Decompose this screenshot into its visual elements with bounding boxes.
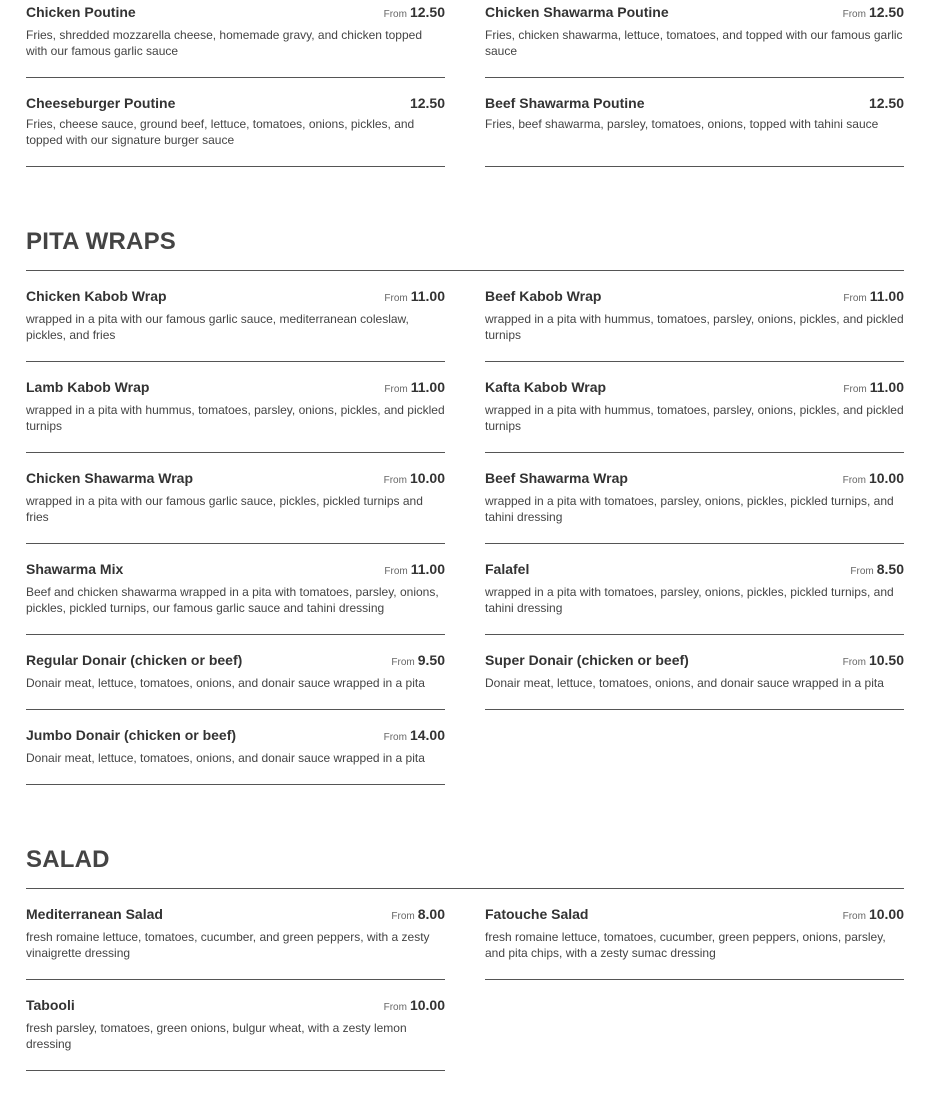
menu-item-name: Kafta Kabob Wrap (485, 379, 607, 395)
menu-item-price: 12.50 (409, 95, 445, 111)
menu-item-name: Chicken Shawarma Wrap (26, 470, 194, 486)
section-title-pita-wraps: PITA WRAPS (26, 228, 904, 271)
price-from-label: From (384, 566, 408, 577)
menu-item-price-group (850, 561, 904, 579)
price-from-label: From (850, 566, 874, 577)
menu-item-price-group (384, 727, 445, 745)
menu-item[interactable] (26, 997, 445, 1071)
menu-item-price-group (843, 288, 904, 306)
price-from-label: From (843, 384, 867, 395)
price-from-label: From (842, 475, 866, 486)
menu-item-header (26, 379, 445, 399)
menu-item-price-group (407, 95, 445, 113)
menu-item[interactable] (26, 470, 445, 544)
menu-item-description: Fries, beef shawarma, parsley, tomatoes, onions, topped with tahini sauce (485, 117, 879, 131)
menu-item[interactable] (485, 470, 904, 544)
menu-item-description: Donair meat, lettuce, tomatoes, onions, and donair sauce wrapped in a pita (485, 676, 884, 690)
price-from-label: From (391, 657, 415, 668)
menu-item-name: Beef Kabob Wrap (485, 288, 602, 304)
menu-item-description: fresh parsley, tomatoes, green onions, bulgur wheat, with a zesty lemon dressing (26, 1021, 407, 1051)
menu-item-price: 10.00 (868, 906, 904, 922)
menu-item-description: wrapped in a pita with tomatoes, parsley, onions, pickles, pickled turnips, and tahini dressing (485, 494, 894, 524)
menu-item-price-group (843, 652, 904, 670)
menu-item-price-group (843, 4, 904, 22)
menu-item-price: 11.00 (869, 288, 904, 304)
price-from-label: From (384, 384, 408, 395)
menu-item-header (26, 561, 445, 581)
menu-item[interactable] (485, 288, 904, 362)
menu-item-price-group (384, 379, 445, 397)
price-from-label: From (383, 9, 407, 20)
menu-item[interactable] (485, 4, 904, 78)
menu-item[interactable] (26, 379, 445, 453)
menu-item-header (26, 727, 445, 747)
menu-item[interactable] (485, 95, 904, 167)
menu-item-header (485, 288, 904, 308)
menu-item-price: 12.50 (409, 4, 445, 20)
menu-item-name: Cheeseburger Poutine (26, 95, 176, 111)
menu-item-price: 12.50 (868, 4, 904, 20)
menu-item[interactable] (485, 652, 904, 710)
price-from-label: From (391, 911, 415, 922)
menu-item-name: Lamb Kabob Wrap (26, 379, 150, 395)
menu-item-description: fresh romaine lettuce, tomatoes, cucumber, and green peppers, with a zesty vinaigrette dressing (26, 930, 430, 960)
menu-item-description: Fries, chicken shawarma, lettuce, tomatoes, and topped with our famous garlic sauce (485, 28, 903, 58)
menu-item-header (26, 906, 445, 926)
menu-item-name: Fatouche Salad (485, 906, 589, 922)
menu-item-name: Jumbo Donair (chicken or beef) (26, 727, 237, 743)
menu-item-description: Donair meat, lettuce, tomatoes, onions, and donair sauce wrapped in a pita (26, 676, 425, 690)
menu-item-header (485, 652, 904, 672)
menu-item-description: Donair meat, lettuce, tomatoes, onions, and donair sauce wrapped in a pita (26, 751, 425, 765)
price-from-label: From (843, 293, 867, 304)
menu-item[interactable] (26, 95, 445, 167)
menu-item-price: 11.00 (869, 379, 904, 395)
menu-item-price: 8.50 (876, 561, 904, 577)
menu-item-price-group (384, 4, 445, 22)
menu-item-name: Chicken Poutine (26, 4, 136, 20)
menu-item-price-group (843, 470, 904, 488)
menu-item-price: 12.50 (868, 95, 904, 111)
menu-item-name: Regular Donair (chicken or beef) (26, 652, 243, 668)
menu-item-name: Beef Shawarma Wrap (485, 470, 628, 486)
menu-item-price: 11.00 (410, 288, 445, 304)
menu-item[interactable] (485, 379, 904, 453)
menu-item-price-group (866, 95, 904, 113)
price-from-label: From (383, 732, 407, 743)
price-from-label: From (842, 657, 866, 668)
menu-item-header (485, 561, 904, 581)
menu-item-header (26, 652, 445, 672)
menu-item-price: 9.50 (417, 652, 445, 668)
menu-item-price: 10.50 (868, 652, 904, 668)
menu-item-name: Mediterranean Salad (26, 906, 163, 922)
menu-item[interactable] (26, 561, 445, 635)
menu-item-header (485, 379, 904, 399)
menu-item-description: wrapped in a pita with our famous garlic sauce, pickles, pickled turnips and fries (26, 494, 423, 524)
menu-item[interactable] (26, 906, 445, 980)
menu-item-price-group (384, 561, 445, 579)
menu-item-price-group (384, 997, 445, 1015)
price-from-label: From (383, 475, 407, 486)
menu-item-header (485, 4, 904, 24)
menu-item-name: Shawarma Mix (26, 561, 124, 577)
menu-item-price: 10.00 (409, 470, 445, 486)
section-title-salad: SALAD (26, 846, 904, 889)
menu-item-description: Beef and chicken shawarma wrapped in a pita with tomatoes, parsley, onions, pickles, pickled turnips, our famous garlic sauce and tahini dressing (26, 585, 439, 615)
menu-item-name: Falafel (485, 561, 530, 577)
menu-item[interactable] (26, 652, 445, 710)
menu-item-price-group (843, 379, 904, 397)
menu-item-name: Chicken Shawarma Poutine (485, 4, 669, 20)
menu-item-price-group (384, 470, 445, 488)
menu-item-header (26, 288, 445, 308)
menu-item[interactable] (485, 906, 904, 980)
price-from-label: From (384, 293, 408, 304)
price-from-label: From (842, 911, 866, 922)
menu-item[interactable] (26, 727, 445, 785)
menu-item-price-group (391, 906, 445, 924)
menu-item-header (485, 906, 904, 926)
menu-item-header (26, 95, 445, 115)
menu-item-price: 10.00 (868, 470, 904, 486)
menu-item-description: wrapped in a pita with hummus, tomatoes, parsley, onions, pickles, and pickled turnips (26, 403, 445, 433)
menu-item-description: fresh romaine lettuce, tomatoes, cucumber, green peppers, onions, parsley, and pita chips, with a zesty sumac dressing (485, 930, 886, 960)
menu-item-header (485, 470, 904, 490)
menu-item-price-group (384, 288, 445, 306)
menu-item-description: wrapped in a pita with our famous garlic sauce, mediterranean coleslaw, pickles, and fries (26, 312, 409, 342)
menu-item-price: 11.00 (410, 561, 445, 577)
menu-item-price-group (843, 906, 904, 924)
price-from-label: From (383, 1002, 407, 1013)
menu-item-price: 11.00 (410, 379, 445, 395)
menu-item-name: Beef Shawarma Poutine (485, 95, 645, 111)
menu-item-description: wrapped in a pita with hummus, tomatoes, parsley, onions, pickles, and pickled turnips (485, 403, 904, 433)
menu-item-price: 8.00 (417, 906, 445, 922)
menu-item-price: 10.00 (409, 997, 445, 1013)
menu-item-header (485, 95, 904, 115)
menu-item-name: Tabooli (26, 997, 75, 1013)
menu-item-description: Fries, shredded mozzarella cheese, homemade gravy, and chicken topped with our famous garlic sauce (26, 28, 422, 58)
menu-item-description: wrapped in a pita with tomatoes, parsley, onions, pickles, pickled turnips, and tahini dressing (485, 585, 894, 615)
menu-item[interactable] (485, 561, 904, 635)
price-from-label: From (842, 9, 866, 20)
menu-item-header (26, 470, 445, 490)
menu-item[interactable] (26, 288, 445, 362)
menu-item-header (26, 997, 445, 1017)
menu-item-description: Fries, cheese sauce, ground beef, lettuce, tomatoes, onions, pickles, and topped with our signature burger sauce (26, 117, 415, 147)
menu-item-price: 14.00 (409, 727, 445, 743)
menu-item-description: wrapped in a pita with hummus, tomatoes, parsley, onions, pickles, and pickled turnips (485, 312, 904, 342)
menu-item[interactable] (26, 4, 445, 78)
menu-item-name: Chicken Kabob Wrap (26, 288, 167, 304)
menu-item-name: Super Donair (chicken or beef) (485, 652, 689, 668)
menu-item-header (26, 4, 445, 24)
menu-item-price-group (391, 652, 445, 670)
